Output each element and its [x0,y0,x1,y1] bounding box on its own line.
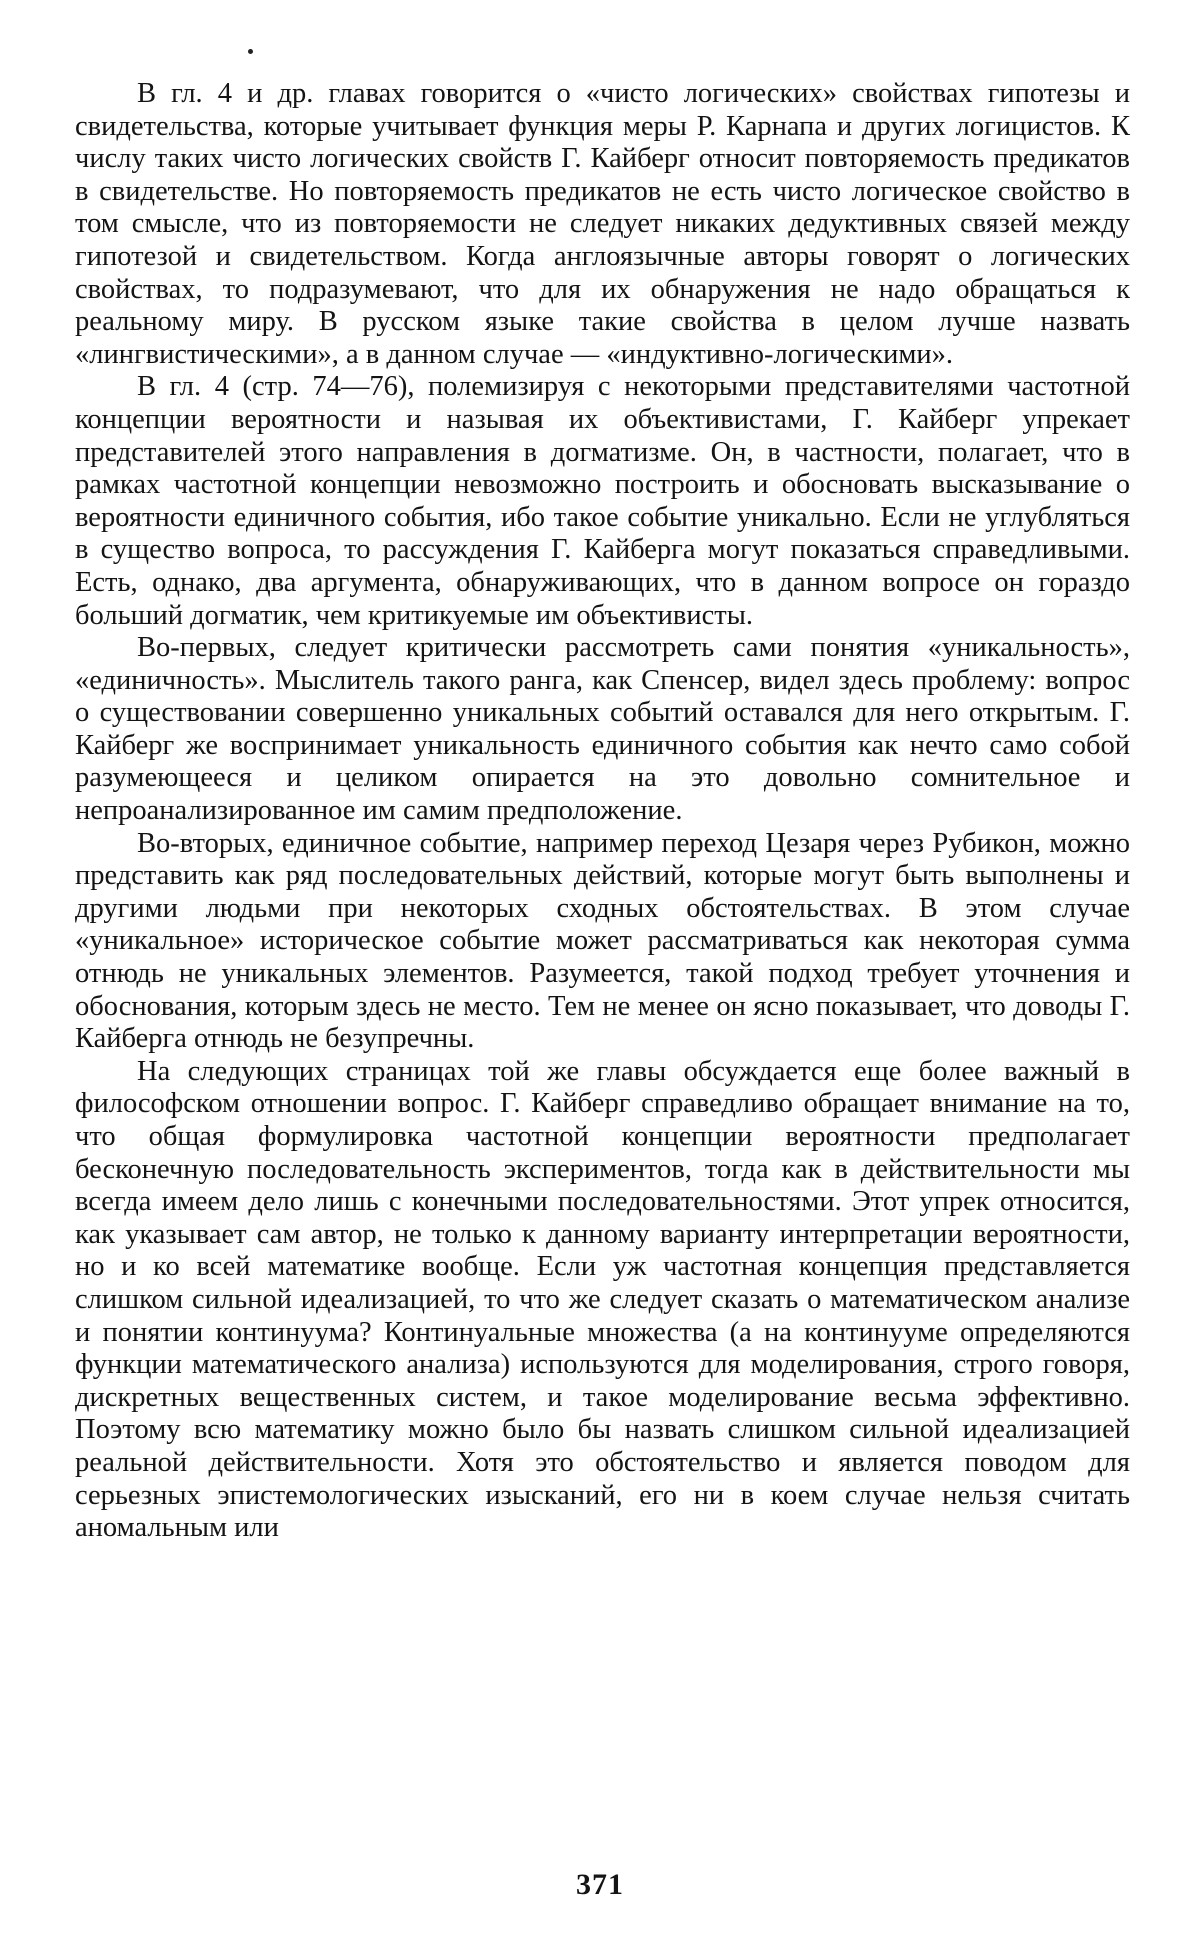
paragraph-1: В гл. 4 и др. главах говорится о «чисто логических» свойствах гипотезы и свидетельства, которые учитывает функция меры Р. Карнапа и других логицистов. К числу таких чисто логических свойств Г. Кайберг относит повторяемость предикатов в свидетельстве. Но повторяемость предикатов не есть чисто логическое свойство в том смысле, что из повторяемости не следует никаких дедуктивных связей между гипотезой и свидетельством. Когда англоязычные авторы говорят о логических свойствах, то подразумевают, что для их обнаружения не надо обращаться к реальному миру. В русском языке такие свойства в целом лучше назвать «лингвистическими», а в данном случае — «индуктивно-логическими». [75,78,1130,370]
paragraph-3: Во-первых, следует критически рассмотреть сами понятия «уникальность», «единичность». Мыслитель такого ранга, как Спенсер, видел здесь проблему: вопрос о существовании совершенно уникальных событий оставался для него открытым. Г. Кайберг же воспринимает уникальность единичного события как нечто само собой разумеющееся и целиком опирается на это довольно сомнительное и непроанализированное им самим предположение. [75,632,1130,827]
paragraph-5: На следующих страницах той же главы обсуждается еще более важный в философском отношении вопрос. Г. Кайберг справедливо обращает внимание на то, что общая формулировка частотной концепции вероятности предполагает бесконечную последовательность экспериментов, тогда как в действительности мы всегда имеем дело лишь с конечными последовательностями. Этот упрек относится, как указывает сам автор, не только к данному варианту интерпретации вероятности, но и ко всей математике вообще. Если уж частотная концепция представляется слишком сильной идеализацией, то что же следует сказать о математическом анализе и понятии континуума? Континуальные множества (а на континууме определяются функции математического анализа) используются для моделирования, строго говоря, дискретных вещественных систем, и такое моделирование весьма эффективно. Поэтому всю математику можно было бы назвать слишком сильной идеализацией реальной действительности. Хотя это обстоятельство и является поводом для серьезных эпистемологических изысканий, его ни в коем случае нельзя считать аномальным или [75,1055,1130,1544]
page-number: 371 [576,1868,624,1901]
paragraph-4: Во-вторых, единичное событие, например переход Цезаря через Рубикон, можно представить как ряд последовательных действий, которые могут быть выполнены и другими людьми при некоторых сходных обстоятельствах. В этом случае «уникальное» историческое событие может рассматриваться как некоторая сумма отнюдь не уникальных элементов. Разумеется, такой подход требует уточнения и обоснования, которым здесь не место. Тем не менее он ясно показывает, что доводы Г. Кайберга отнюдь не безупречны. [75,827,1130,1055]
paragraph-2: В гл. 4 (стр. 74—76), полемизируя с некоторыми представителями частотной концепции вероятности и называя их объективистами, Г. Кайберг упрекает представителей этого направления в догматизме. Он, в частности, полагает, что в рамках частотной концепции невозможно построить и обосновать высказывание о вероятности единичного события, ибо такое событие уникально. Если не углубляться в существо вопроса, то рассуждения Г. Кайберга могут показаться справедливыми. Есть, однако, два аргумента, обнаруживающих, что в данном вопросе он гораздо больший догматик, чем критикуемые им объективисты. [75,371,1130,631]
ink-speck [248,49,253,54]
page-body [75,78,1130,1545]
